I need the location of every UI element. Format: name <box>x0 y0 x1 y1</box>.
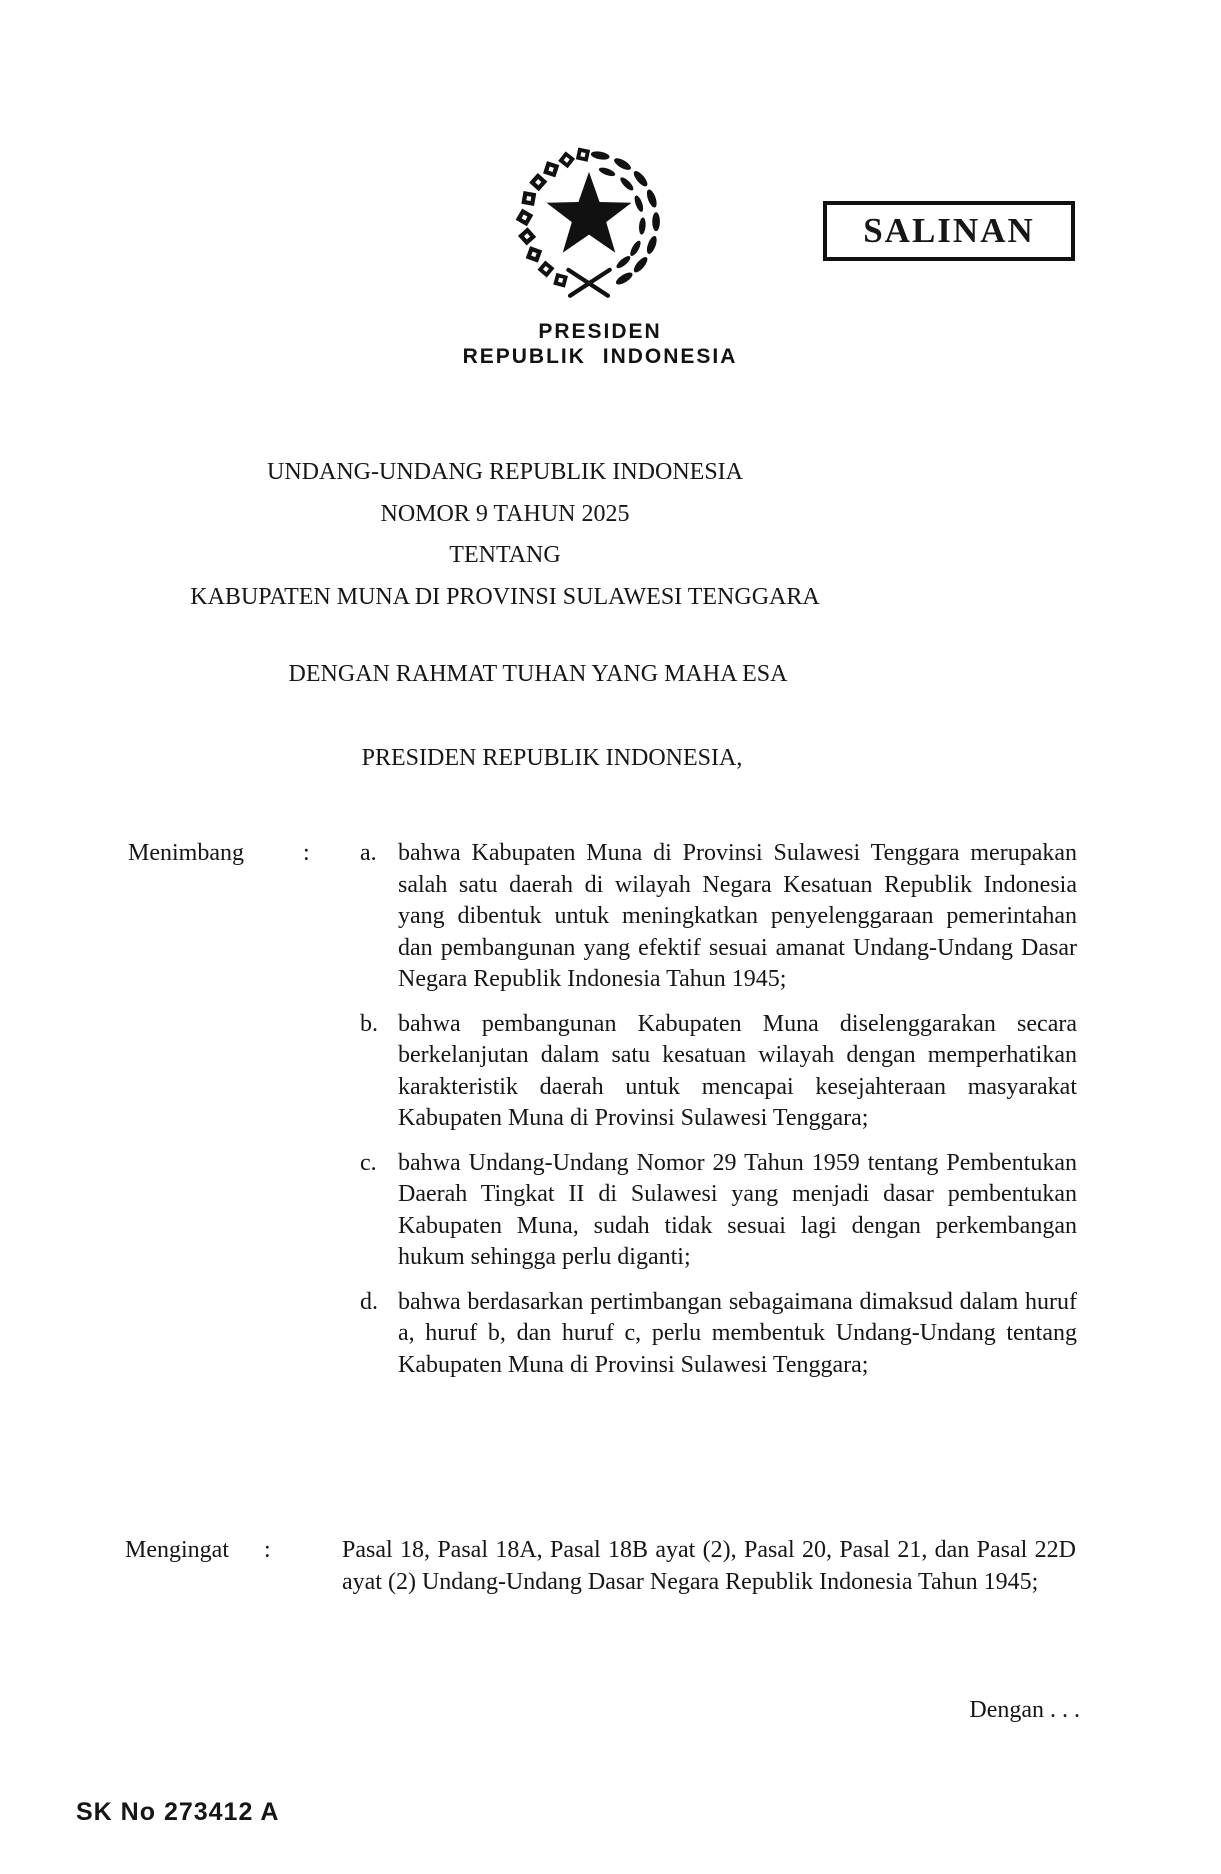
sk-number: SK No 273412 A <box>76 1798 280 1826</box>
letterhead-line2: REPUBLIK INDONESIA <box>462 345 738 368</box>
menimbang-item-b <box>360 1009 1077 1135</box>
law-title <box>105 452 905 618</box>
law-title-line2: NOMOR 9 TAHUN 2025 <box>380 500 630 527</box>
authority-line: PRESIDEN REPUBLIK INDONESIA, <box>361 745 743 771</box>
catchword: Dengan . . . <box>969 1697 1080 1723</box>
menimbang-item-d <box>360 1287 1077 1382</box>
law-title-line1: UNDANG-UNDANG REPUBLIK INDONESIA <box>267 459 743 485</box>
invocation-line: DENGAN RAHMAT TUHAN YANG MAHA ESA <box>288 661 788 687</box>
letterhead <box>450 320 750 369</box>
law-title-line4: KABUPATEN MUNA DI PROVINSI SULAWESI TENGGARA <box>190 583 820 610</box>
mengingat-colon: : <box>264 1537 271 1563</box>
item-text: bahwa pembangunan Kabupaten Muna diselenggarakan secara berkelanjutan dalam satu kesatuan wilayah dengan memperhatikan karakteristik daerah untuk mencapai kesejahteraan masyarakat Kabupaten Muna di Provinsi Sulawesi Tenggara; <box>398 1010 1077 1131</box>
mengingat-text: Pasal 18, Pasal 18A, Pasal 18B ayat (2), Pasal 20, Pasal 21, dan Pasal 22D ayat (2) Undang-Undang Dasar Negara Republik Indonesia Tahun 1945; <box>342 1537 1076 1595</box>
law-title-line3: TENTANG <box>449 542 561 568</box>
mengingat-label: Mengingat <box>125 1537 229 1563</box>
item-marker: b. <box>360 1010 378 1037</box>
item-text: bahwa Undang-Undang Nomor 29 Tahun 1959 tentang Pembentukan Daerah Tingkat II di Sulawesi yang menjadi dasar pembentukan Kabupaten Muna, sudah tidak sesuai lagi dengan perkembangan hukum sehingga perlu diganti; <box>398 1149 1077 1270</box>
menimbang-colon: : <box>303 840 310 866</box>
menimbang-items <box>360 838 1077 1394</box>
menimbang-item-c <box>360 1148 1077 1274</box>
item-text: bahwa berdasarkan pertimbangan sebagaimana dimaksud dalam huruf a, huruf b, dan huruf c, perlu membentuk Undang-Undang tentang Kabupaten Muna di Provinsi Sulawesi Tenggara; <box>398 1288 1077 1378</box>
presidential-seal-icon <box>503 130 675 310</box>
item-marker: c. <box>360 1149 377 1176</box>
item-marker: d. <box>360 1288 378 1315</box>
letterhead-line1: PRESIDEN <box>538 320 662 343</box>
salinan-stamp: SALINAN <box>823 201 1075 261</box>
item-marker: a. <box>360 840 377 866</box>
item-text: bahwa Kabupaten Muna di Provinsi Sulawesi Tenggara merupakan salah satu daerah di wilayah Negara Kesatuan Republik Indonesia yang dibentuk untuk meningkatkan penyelenggaraan pemerintahan dan pembangunan yang efektif sesuai amanat Undang-Undang Dasar Negara Republik Indonesia Tahun 1945; <box>398 840 1077 992</box>
menimbang-label: Menimbang <box>128 840 244 866</box>
menimbang-item-a <box>360 838 1077 996</box>
